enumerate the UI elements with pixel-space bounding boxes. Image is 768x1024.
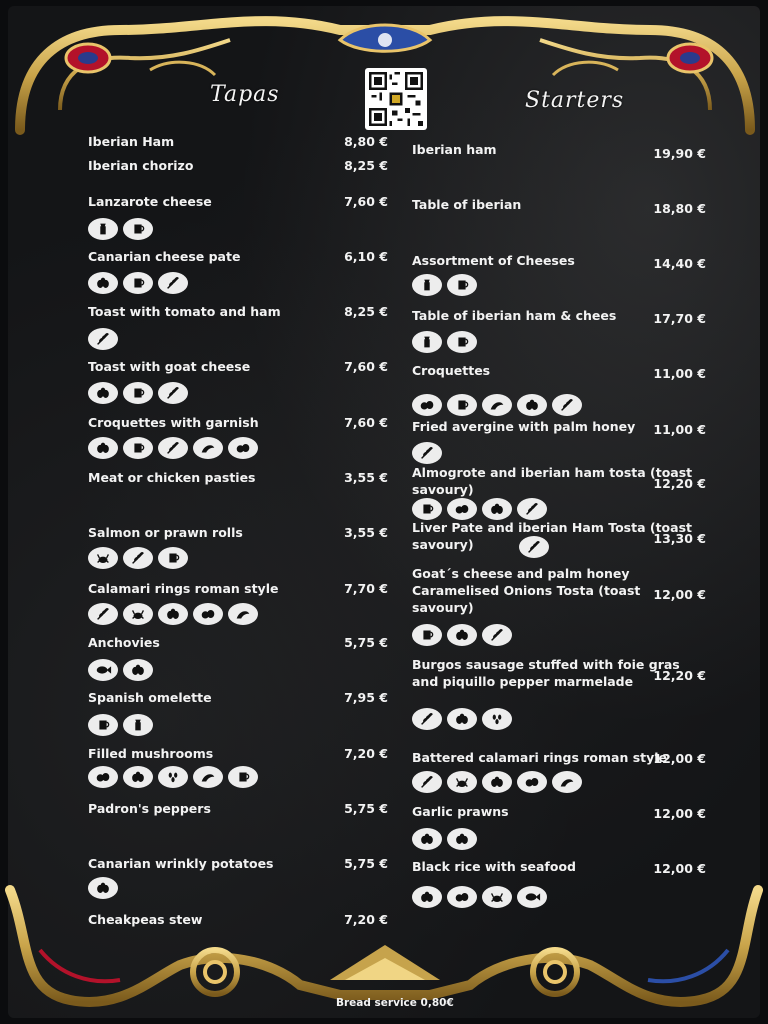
- jug-icon: [228, 766, 258, 788]
- starters-item-price: 19,90 €: [653, 146, 706, 161]
- starters-allergen-icons: [412, 274, 477, 296]
- starters-item-price: 14,40 €: [653, 256, 706, 271]
- tapas-item-name: Canarian wrinkly potatoes: [88, 856, 274, 871]
- jug-icon: [412, 498, 442, 520]
- wheat-icon: [123, 547, 153, 569]
- tapas-item-name: Croquettes with garnish: [88, 415, 259, 430]
- tapas-item-name: Canarian cheese pate: [88, 249, 241, 264]
- tapas-item-price: 3,55 €: [344, 525, 388, 540]
- starters-item-price: 12,20 €: [653, 668, 706, 683]
- tapas-allergen-icons: [88, 437, 258, 459]
- starters-item-name: Garlic prawns: [412, 804, 509, 819]
- starters-item-price: 12,00 €: [653, 751, 706, 766]
- wheat-icon: [482, 624, 512, 646]
- crab-icon: [447, 771, 477, 793]
- egg-icon: [447, 708, 477, 730]
- tapas-item-name: Iberian Ham: [88, 134, 175, 149]
- tapas-item-price: 7,20 €: [344, 912, 388, 927]
- starters-allergen-icons: [412, 442, 442, 464]
- egg-icon: [412, 828, 442, 850]
- tapas-item-price: 7,60 €: [344, 359, 388, 374]
- tapas-allergen-icons: [88, 714, 153, 736]
- wheat-icon: [412, 442, 442, 464]
- tapas-allergen-icons: [88, 382, 188, 404]
- starters-item-name-line: Liver Pate and iberian Ham Tosta (toast: [412, 520, 692, 535]
- starters-item-name: Iberian ham: [412, 142, 497, 157]
- wheat-icon: [519, 536, 549, 558]
- tapas-item-price: 5,75 €: [344, 856, 388, 871]
- starters-item-price: 13,30 €: [653, 531, 706, 546]
- starters-allergen-icons: [412, 886, 547, 908]
- wheat-icon: [158, 382, 188, 404]
- jug-icon: [412, 624, 442, 646]
- wheat-icon: [88, 328, 118, 350]
- mollusc-icon: [228, 603, 258, 625]
- wheat-icon: [158, 437, 188, 459]
- tapas-allergen-icons: [88, 766, 258, 788]
- starters-item-name: Table of iberian: [412, 197, 522, 212]
- nut-icon: [447, 498, 477, 520]
- egg-icon: [88, 382, 118, 404]
- tapas-allergen-icons: [88, 603, 258, 625]
- mollusc-icon: [193, 437, 223, 459]
- nut-icon: [412, 394, 442, 416]
- fish-icon: [517, 886, 547, 908]
- milk-icon: [412, 274, 442, 296]
- jug-icon: [447, 394, 477, 416]
- wheat-icon: [517, 498, 547, 520]
- tapas-item-price: 3,55 €: [344, 470, 388, 485]
- starters-item-name-line: savoury): [412, 600, 474, 615]
- tapas-item-price: 8,25 €: [344, 304, 388, 319]
- mollusc-icon: [482, 394, 512, 416]
- starters-allergen-icons: [412, 771, 582, 793]
- tapas-item-name: Filled mushrooms: [88, 746, 214, 761]
- tapas-heading: Tapas: [210, 82, 280, 107]
- starters-allergen-icons: [412, 828, 477, 850]
- starters-item-price: 11,00 €: [653, 366, 706, 381]
- jug-icon: [123, 218, 153, 240]
- wheat-icon: [412, 708, 442, 730]
- nut-icon: [447, 886, 477, 908]
- starters-allergen-icons: [412, 498, 547, 520]
- starters-item-name-line: savoury): [412, 482, 474, 497]
- egg-icon: [158, 603, 188, 625]
- tapas-item-name: Toast with tomato and ham: [88, 304, 281, 319]
- wheat-icon: [552, 394, 582, 416]
- starters-item-price: 11,00 €: [653, 422, 706, 437]
- starters-item-price: 12,00 €: [653, 861, 706, 876]
- starters-item-name-line: Burgos sausage stuffed with foie gras: [412, 657, 680, 672]
- tapas-item-price: 8,80 €: [344, 134, 388, 149]
- tapas-allergen-icons: [88, 272, 188, 294]
- mollusc-icon: [552, 771, 582, 793]
- milk-icon: [123, 714, 153, 736]
- jug-icon: [123, 272, 153, 294]
- nut-icon: [228, 437, 258, 459]
- tapas-allergen-icons: [88, 877, 118, 899]
- starters-item-name-line: savoury): [412, 537, 474, 552]
- tapas-item-price: 8,25 €: [344, 158, 388, 173]
- sesame-icon: [158, 766, 188, 788]
- jug-icon: [447, 274, 477, 296]
- mollusc-icon: [193, 766, 223, 788]
- starters-allergen-icons: [519, 536, 549, 558]
- jug-icon: [447, 331, 477, 353]
- starters-item-price: 17,70 €: [653, 311, 706, 326]
- fish-icon: [88, 659, 118, 681]
- egg-icon: [123, 659, 153, 681]
- starters-item-name-line: and piquillo pepper marmelade: [412, 674, 634, 689]
- tapas-allergen-icons: [88, 218, 153, 240]
- starters-item-price: 12,20 €: [653, 476, 706, 491]
- starters-item-name: Table of iberian ham & chees: [412, 308, 617, 323]
- starters-item-name: Croquettes: [412, 363, 491, 378]
- egg-icon: [88, 272, 118, 294]
- milk-icon: [88, 218, 118, 240]
- tapas-item-name: Anchovies: [88, 635, 160, 650]
- egg-icon: [412, 886, 442, 908]
- tapas-item-name: Lanzarote cheese: [88, 194, 212, 209]
- wheat-icon: [412, 771, 442, 793]
- crab-icon: [482, 886, 512, 908]
- egg-icon: [482, 498, 512, 520]
- starters-item-name-line: Goat´s cheese and palm honey: [412, 566, 630, 581]
- jug-icon: [123, 382, 153, 404]
- tapas-item-name: Calamari rings roman style: [88, 581, 279, 596]
- starters-allergen-icons: [412, 708, 512, 730]
- tapas-item-price: 5,75 €: [344, 801, 388, 816]
- egg-icon: [447, 828, 477, 850]
- crab-icon: [88, 547, 118, 569]
- starters-item-name: Assortment of Cheeses: [412, 253, 575, 268]
- jug-icon: [158, 547, 188, 569]
- tapas-item-price: 6,10 €: [344, 249, 388, 264]
- jug-icon: [123, 437, 153, 459]
- egg-icon: [123, 766, 153, 788]
- wheat-icon: [88, 603, 118, 625]
- tapas-item-price: 5,75 €: [344, 635, 388, 650]
- starters-item-price: 12,00 €: [653, 806, 706, 821]
- tapas-item-price: 7,20 €: [344, 746, 388, 761]
- sesame-icon: [482, 708, 512, 730]
- nut-icon: [88, 766, 118, 788]
- tapas-item-name: Iberian chorizo: [88, 158, 194, 173]
- egg-icon: [88, 437, 118, 459]
- starters-item-name-line: Almogrote and iberian ham tosta (toast: [412, 465, 693, 480]
- tapas-item-name: Padron's peppers: [88, 801, 211, 816]
- egg-icon: [517, 394, 547, 416]
- egg-icon: [88, 877, 118, 899]
- nut-icon: [193, 603, 223, 625]
- starters-heading: Starters: [525, 88, 625, 113]
- tapas-item-name: Meat or chicken pasties: [88, 470, 256, 485]
- starters-item-price: 12,00 €: [653, 587, 706, 602]
- wheat-icon: [158, 272, 188, 294]
- tapas-allergen-icons: [88, 328, 118, 350]
- starters-item-name: Fried avergine with palm honey: [412, 419, 636, 434]
- tapas-item-price: 7,60 €: [344, 194, 388, 209]
- starters-item-name: Battered calamari rings roman style: [412, 750, 668, 765]
- starters-allergen-icons: [412, 394, 582, 416]
- bread-service-note: Bread service 0,80€: [336, 997, 454, 1009]
- egg-icon: [482, 771, 512, 793]
- crab-icon: [123, 603, 153, 625]
- qr-code[interactable]: [365, 68, 427, 130]
- starters-allergen-icons: [412, 331, 477, 353]
- tapas-item-name: Spanish omelette: [88, 690, 212, 705]
- egg-icon: [447, 624, 477, 646]
- tapas-allergen-icons: [88, 659, 153, 681]
- starters-item-name-line: Caramelised Onions Tosta (toast: [412, 583, 641, 598]
- nut-icon: [517, 771, 547, 793]
- milk-icon: [412, 331, 442, 353]
- tapas-item-name: Cheakpeas stew: [88, 912, 203, 927]
- starters-allergen-icons: [412, 624, 512, 646]
- starters-item-price: 18,80 €: [653, 201, 706, 216]
- tapas-item-price: 7,60 €: [344, 415, 388, 430]
- tapas-item-price: 7,70 €: [344, 581, 388, 596]
- starters-item-name: Black rice with seafood: [412, 859, 576, 874]
- tapas-item-price: 7,95 €: [344, 690, 388, 705]
- tapas-item-name: Toast with goat cheese: [88, 359, 251, 374]
- jug-icon: [88, 714, 118, 736]
- tapas-allergen-icons: [88, 547, 188, 569]
- tapas-item-name: Salmon or prawn rolls: [88, 525, 243, 540]
